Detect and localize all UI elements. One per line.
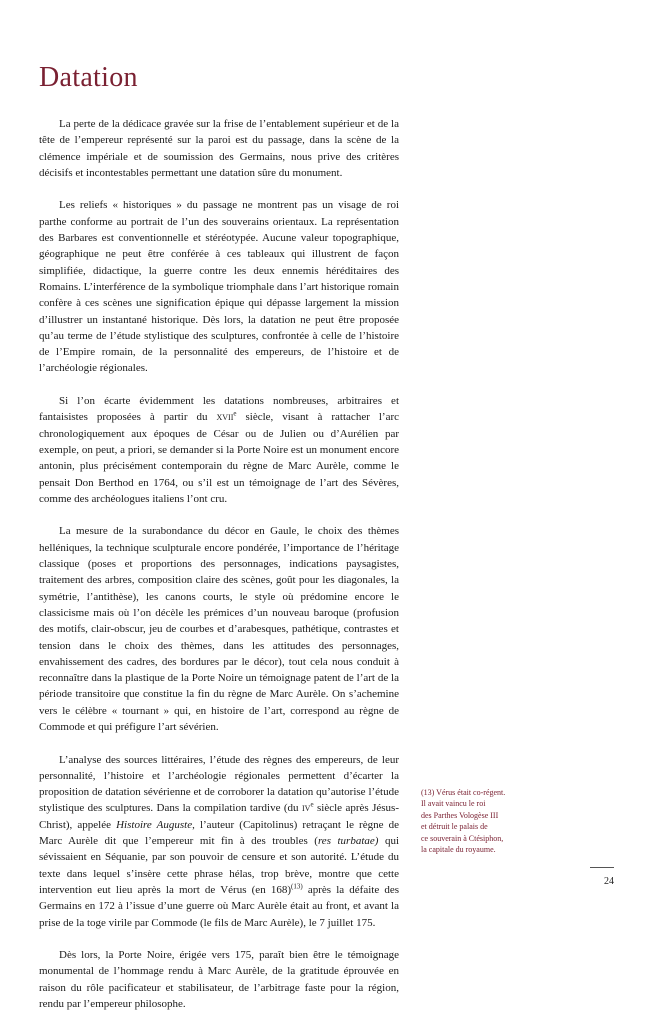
paragraph-5: L’analyse des sources littéraires, l’étude des règnes des empereurs, de leur personnalité, l’histoire et l’archéologie régionales permettent d’écarter la proposition de datation sévérienne et de corroborer la datation qu’autorise l’étude stylistique des sculptures. Dans la compilation tardive (du $iv^e$ siècle après Jésus-Christ), appelée Histoire Auguste, l’auteur (Capitolinus) retraçant le règne de Marc Aurèle dit que l’empereur mit fin à des troubles (res turbatae) qui sévissaient en Séquanie, par son pouvoir de censure et son autorité. L’étude du texte dans lequel s’insère cette phrase hélas, trop brève, montre que cette intervention eut lieu après la mort de Vérus (en 168)$^{(13)}$ après la défaite des Germains en 172 à l’issue d’une guerre où Marc Aurèle était au front, et avant la prise de la toge virile par Commode (le fils de Marc Aurèle), le 7 juillet 175. bbox=[39, 753, 400, 929]
paragraph-1: La perte de la dédicace gravée sur la frise de l’entablement supérieur et de la tête de l’empereur représenté sur la paroi est du passage, dans la scène de la clémence impériale et de soumission des Germains, nous prive des critères décisifs et incontestables permettant une datation sûre du monument. bbox=[39, 118, 399, 179]
page-number: 24 bbox=[604, 876, 614, 887]
footnote-line: ce souverain à Ctésiphon, bbox=[421, 833, 504, 843]
footnote bbox=[421, 787, 525, 855]
footnote-line: Il avait vaincu le roi bbox=[421, 799, 486, 809]
paragraph-3: Si l’on écarte évidemment les datations nombreuses, arbitraires et fantaisistes proposées à partir du xvii$^e$ siècle, visant à rattacher l’arc chronologiquement aux époques de César ou de Julien ou d’Aurélien par exemple, on peut, a priori, se demander si la Porte Noire est un monument encore antonin, plus précisément contemporain du règne de Marc Aurèle, comme le pensait Don Berthod en 1764, ou s’il est un témoignage de l’art des Sévères, comme des archéologues italiens l’ont cru. bbox=[39, 395, 399, 505]
latin-term: res turbatae) bbox=[317, 835, 379, 848]
footnote-line: et détruit le palais de bbox=[421, 822, 488, 832]
page-title: Datation bbox=[39, 62, 138, 93]
work-title: Histoire Auguste bbox=[116, 818, 193, 831]
footnote-line: la capitale du royaume. bbox=[421, 845, 496, 855]
page-number-rule bbox=[590, 867, 614, 868]
body-text bbox=[39, 116, 399, 1029]
century-numeral: xvii bbox=[216, 411, 234, 424]
century-numeral: iv bbox=[302, 802, 311, 815]
footnote-reference: (13) bbox=[291, 882, 303, 891]
footnote-line: (13) Vérus était co-régent. bbox=[421, 788, 506, 797]
paragraph-6: Dès lors, la Porte Noire, érigée vers 175, paraît bien être le témoignage monumental de l’hommage rendu à Marc Aurèle, de la gratitude éprouvée en raison du rôle pacificateur et stabilisateur, de l’arbitrage faste pour la région, rendu par l’empereur philosophe. bbox=[39, 949, 399, 1011]
paragraph-2: Les reliefs « historiques » du passage ne montrent pas un visage de roi parthe conforme au portrait de l’un des souverains orientaux. La représentation des Barbares est conventionnelle et stéréotypée. Aucune valeur topographique, géographique ne peut être conférée à ces tableaux qui illustrent de façon simplifiée, didactique, la guerre contre les deux ennemis héréditaires des Romains. L’interférence de la symbolique triomphale dans l’art historique romain confère à ces scènes une signification épique qui dépasse largement la mission d’illustrer un instantané historique. Dès lors, la datation ne peut être proposée qu’au terme de l’étude stylistique des sculptures, confrontée à celle de l’histoire de l’Empire romain, de la personnalité des empereurs, de l’histoire et de l’archéologie régionales. bbox=[39, 199, 399, 375]
paragraph-4: La mesure de la surabondance du décor en Gaule, le choix des thèmes helléniques, la technique sculpturale encore pondérée, l’importance de l’héritage classique (poses et proportions des personnages, indications paysagistes, traitement des arbres, composition claire des scènes, goût pour les diagonales, la symétrie, l’antithèse), les canons courts, le style où prédomine encore le classicisme mais où l’on décèle les prémices d’un nouveau baroque (profusion des motifs, clair-obscur, jeu de courbes et d’arabesques, pathétique, contrastes et tension dans le choix des thèmes, dans les attitudes des personnages, envahissement des cadres, des bordures par le décor), tout cela nous conduit à reconnaître dans la plastique de la Porte Noire un témoignage patent de l’art de la période transitoire que constitue la fin du règne de Marc Aurèle. On s’achemine vers le célèbre « tournant » qui, en histoire de l’art, correspond au règne de Commode et qui préfigure l’art sévérien. bbox=[39, 525, 399, 733]
footnote-line: des Parthes Vologèse III bbox=[421, 810, 499, 820]
